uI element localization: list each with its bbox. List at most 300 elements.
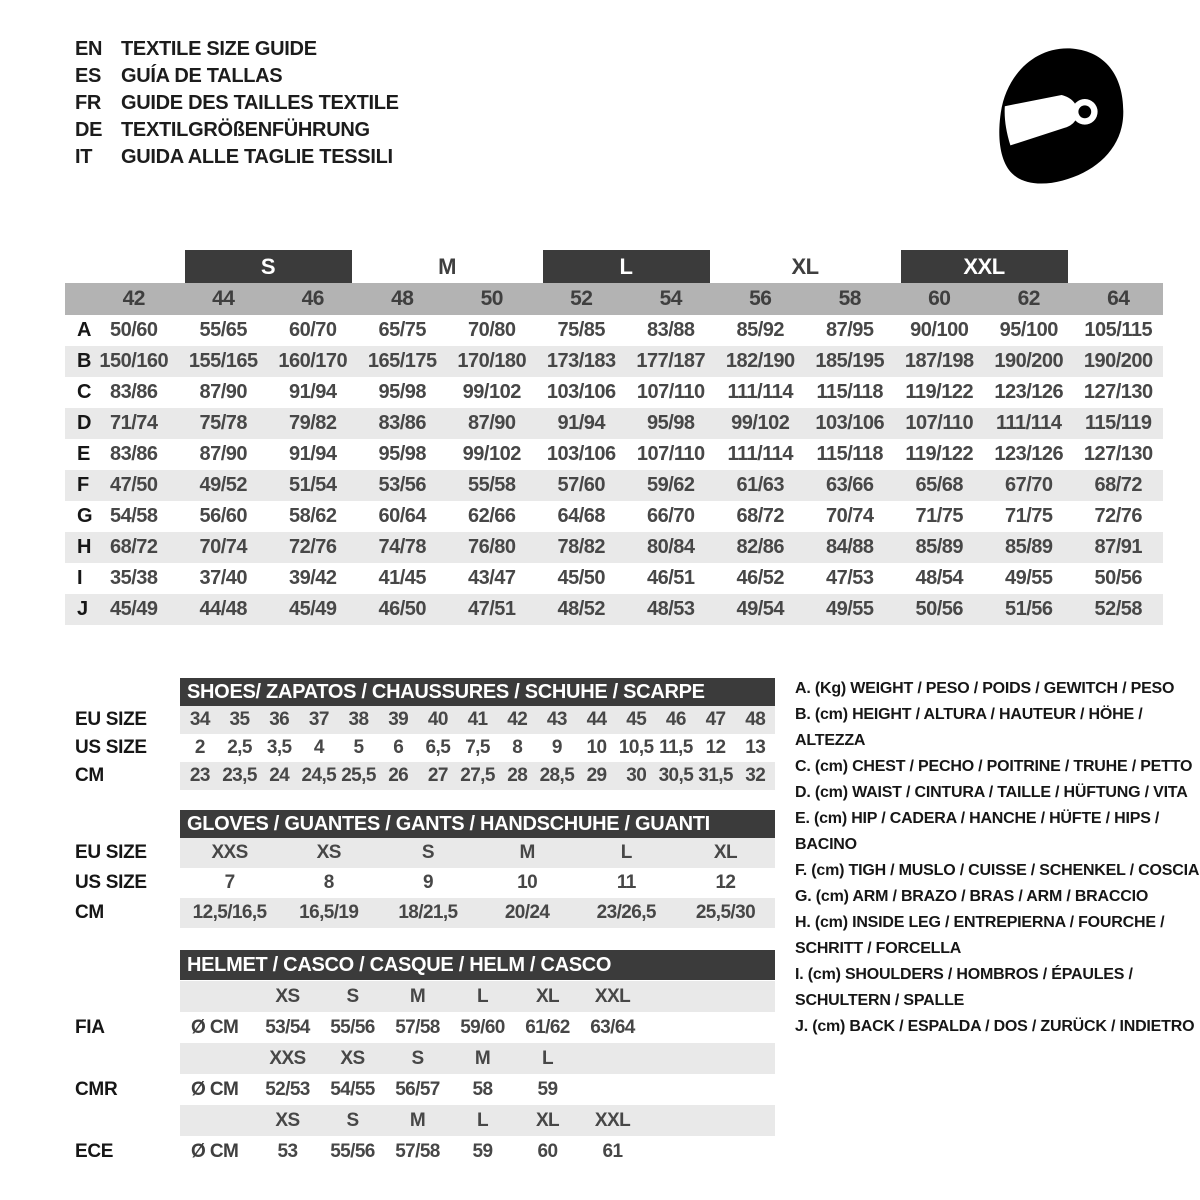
value-cell: 75/85	[557, 319, 606, 341]
size-column-44: 44	[212, 287, 235, 310]
language-row-de	[75, 117, 399, 144]
measure-row-d	[65, 408, 1163, 439]
measure-row-h	[65, 532, 1163, 563]
value-cell: 49/55	[1004, 567, 1053, 589]
values-band	[180, 981, 775, 1012]
legend-item-a: A. (Kg) WEIGHT / PESO / POIDS / GEWITCH / PESO	[795, 680, 1175, 697]
language-code: ES	[75, 65, 102, 87]
value-cell: 45	[626, 709, 647, 730]
language-code: EN	[75, 38, 103, 60]
value-cell: 59	[472, 1140, 493, 1162]
value-cell: 6	[393, 737, 404, 758]
racing-helmet-icon-svg	[980, 36, 1140, 202]
value-cell: 9	[551, 737, 562, 758]
value-cell: 61/62	[525, 1016, 570, 1038]
values-band	[180, 838, 775, 868]
value-cell: 43/47	[467, 567, 516, 589]
value-cell: 182/190	[725, 350, 795, 372]
size-row-eu-size	[75, 706, 775, 734]
value-cell: 52/53	[265, 1078, 310, 1100]
value-cell: 65/68	[915, 474, 964, 496]
value-cell: 82/86	[736, 536, 785, 558]
value-cell: 20/24	[504, 902, 550, 923]
size-group-xxl: XXL	[901, 250, 1068, 283]
standard-label: ECE	[75, 1140, 114, 1162]
value-cell: 50/56	[915, 598, 964, 620]
row-label: C	[77, 381, 91, 403]
value-cell: 10	[517, 872, 538, 893]
value-cell: 44/48	[199, 598, 248, 620]
value-cell: 65/75	[378, 319, 427, 341]
value-cell: 47/51	[467, 598, 516, 620]
value-cell: 40	[427, 709, 448, 730]
language-title: TEXTILE SIZE GUIDE	[121, 38, 317, 60]
value-cell: 103/106	[815, 412, 885, 434]
legend-item-c: C. (cm) CHEST / PECHO / POITRINE / TRUHE / PETTO	[795, 758, 1193, 775]
value-cell: 87/95	[825, 319, 874, 341]
row-label: F	[77, 474, 89, 496]
legend-item-h: H. (cm) INSIDE LEG / ENTREPIERNA / FOURCHE / SCHRITT / FORCELLA	[795, 914, 1165, 957]
value-cell: 119/122	[905, 381, 974, 403]
value-cell: 71/75	[1004, 505, 1053, 527]
size-column-52: 52	[570, 287, 593, 310]
measure-row-a	[65, 315, 1163, 346]
value-cell: 190/200	[994, 350, 1064, 372]
size-header-row	[65, 283, 1163, 315]
value-cell: 165/175	[367, 350, 437, 372]
value-cell: 91/94	[288, 443, 337, 465]
value-cell: 51/54	[288, 474, 337, 496]
value-cell: 67/70	[1004, 474, 1053, 496]
value-cell: L	[476, 1109, 488, 1131]
size-group-m: M	[438, 253, 456, 279]
row-label: G	[77, 505, 93, 527]
language-row-es	[75, 63, 399, 90]
helmet-table-title: HELMET / CASCO / CASQUE / HELM / CASCO	[180, 950, 775, 980]
size-column-46: 46	[301, 287, 324, 310]
value-cell: XXS	[211, 842, 248, 863]
value-cell: 48/54	[915, 567, 964, 589]
value-cell: XS	[340, 1047, 365, 1069]
row-label: US SIZE	[75, 737, 147, 758]
value-cell: M	[519, 842, 535, 863]
language-title: TEXTILGRÖßENFÜHRUNG	[121, 119, 370, 141]
measure-row-j	[65, 594, 1163, 625]
value-cell: 60/64	[378, 505, 427, 527]
value-cell: 24	[269, 765, 290, 786]
language-row-it	[75, 144, 399, 171]
value-cell: 84/88	[825, 536, 874, 558]
value-cell: 10,5	[618, 737, 654, 758]
value-cell: 62/66	[467, 505, 516, 527]
value-cell: 51/56	[1004, 598, 1053, 620]
value-cell: 49/52	[199, 474, 248, 496]
value-cell: 26	[388, 765, 409, 786]
diameter-cm-label	[180, 1105, 255, 1136]
value-cell: 91/94	[288, 381, 337, 403]
legend-item-d: D. (cm) WAIST / CINTURA / TAILLE / HÜFTUNG / VITA	[795, 784, 1188, 801]
value-cell: XL	[713, 842, 737, 863]
value-cell: 46	[665, 709, 686, 730]
gloves-table-title: GLOVES / GUANTES / GANTS / HANDSCHUHE / GUANTI	[180, 810, 775, 838]
value-cell: 48	[745, 709, 766, 730]
gloves-table	[75, 838, 775, 928]
value-cell: 99/102	[462, 381, 521, 403]
value-cell: 37/40	[199, 567, 248, 589]
legend-item-j: J. (cm) BACK / ESPALDA / DOS / ZURÜCK / INDIETRO	[795, 1018, 1195, 1035]
value-cell: 63/66	[825, 474, 874, 496]
value-cell: 95/100	[999, 319, 1058, 341]
value-cell: 58/62	[288, 505, 337, 527]
value-cell: 72/76	[1094, 505, 1143, 527]
row-label: CM	[75, 902, 104, 923]
diameter-cm-label: Ø CM	[191, 1140, 239, 1162]
band-filler	[645, 1043, 775, 1074]
value-cell: 95/98	[378, 443, 427, 465]
value-cell: 83/88	[646, 319, 695, 341]
value-cell: 177/187	[636, 350, 706, 372]
size-column-56: 56	[749, 287, 772, 310]
language-title-list	[75, 36, 399, 171]
measurement-legend	[795, 676, 1200, 1040]
value-cell: 103/106	[546, 443, 616, 465]
value-cell: 37	[308, 709, 329, 730]
value-cell: 42	[507, 709, 528, 730]
legend-item-e: E. (cm) HIP / CADERA / HANCHE / HÜFTE / HIPS / BACINO	[795, 810, 1160, 853]
value-cell: 8	[323, 872, 334, 893]
row-label: D	[77, 412, 91, 434]
values-band	[180, 1074, 775, 1105]
value-cell: 55/58	[467, 474, 516, 496]
standard-label: FIA	[75, 1016, 105, 1038]
size-row-eu-size	[75, 838, 775, 868]
value-cell: 103/106	[546, 381, 616, 403]
value-cell: 72/76	[288, 536, 337, 558]
value-cell: 107/110	[636, 381, 705, 403]
value-cell: M	[409, 985, 426, 1007]
language-code: FR	[75, 92, 102, 114]
value-cell: 78/82	[557, 536, 606, 558]
size-group-s: S	[185, 250, 352, 283]
value-cell: 85/92	[736, 319, 785, 341]
value-cell: 46/51	[646, 567, 695, 589]
band-filler	[645, 1074, 775, 1105]
row-label: US SIZE	[75, 872, 147, 893]
value-cell: 9	[422, 872, 433, 893]
legend-item-f: F. (cm) TIGH / MUSLO / CUISSE / SCHENKEL / COSCIA	[795, 862, 1200, 879]
band-filler	[645, 981, 775, 1012]
value-cell: 30	[626, 765, 647, 786]
value-cell: S	[346, 1109, 359, 1131]
value-cell: 60	[537, 1140, 558, 1162]
size-column-60: 60	[928, 287, 951, 310]
values-band	[180, 898, 775, 928]
value-cell: 11	[616, 872, 636, 893]
value-cell: 55/56	[330, 1016, 375, 1038]
value-cell: 56/57	[395, 1078, 440, 1100]
shoes-table	[75, 706, 775, 790]
row-label: A	[77, 319, 91, 341]
value-cell: 85/89	[915, 536, 964, 558]
value-cell: 87/91	[1094, 536, 1143, 558]
standard-label	[75, 1105, 180, 1136]
band-filler	[645, 1136, 775, 1167]
size-column-62: 62	[1017, 287, 1040, 310]
value-cell: XXL	[594, 1109, 631, 1131]
value-cell: 123/126	[994, 443, 1064, 465]
value-cell: 66/70	[646, 505, 695, 527]
value-cell: 45/49	[288, 598, 337, 620]
value-cell: 31,5	[698, 765, 733, 786]
value-cell: 99/102	[731, 412, 790, 434]
language-row-en	[75, 36, 399, 63]
value-cell	[580, 1074, 645, 1105]
values-band	[180, 734, 775, 762]
value-cell: 150/160	[99, 350, 169, 372]
value-cell: 68/72	[1094, 474, 1143, 496]
value-cell: 12,5/16,5	[192, 902, 267, 923]
value-cell: 55/56	[330, 1140, 375, 1162]
values-band	[180, 1105, 775, 1136]
value-cell: 68/72	[109, 536, 158, 558]
value-cell: 187/198	[904, 350, 974, 372]
value-cell: 115/119	[1084, 412, 1152, 434]
value-cell: 123/126	[994, 381, 1064, 403]
value-cell: 79/82	[288, 412, 337, 434]
size-column-42: 42	[122, 287, 145, 310]
size-column-50: 50	[480, 287, 503, 310]
band-filler	[645, 1012, 775, 1043]
value-cell: 190/200	[1083, 350, 1153, 372]
value-cell: 53/56	[378, 474, 427, 496]
value-cell: 61/63	[736, 474, 785, 496]
size-group-l: L	[543, 250, 710, 283]
value-cell: 61	[602, 1140, 623, 1162]
value-cell: 185/195	[815, 350, 885, 372]
value-cell: 155/165	[188, 350, 258, 372]
value-cell: 74/78	[378, 536, 427, 558]
value-cell: 18/21,5	[398, 902, 458, 923]
value-cell: 64/68	[557, 505, 606, 527]
value-cell: 47	[705, 709, 726, 730]
value-cell: 87/90	[199, 443, 248, 465]
value-cell: 83/86	[109, 443, 158, 465]
value-cell: 56/60	[199, 505, 248, 527]
value-cell: 57/60	[557, 474, 606, 496]
value-cell: 87/90	[199, 381, 248, 403]
row-label: B	[77, 350, 91, 372]
diameter-cm-label	[180, 981, 255, 1012]
value-cell: 32	[745, 765, 766, 786]
value-cell: 71/75	[915, 505, 964, 527]
standard-label	[75, 1043, 180, 1074]
value-cell: 27	[427, 765, 448, 786]
value-cell: S	[411, 1047, 424, 1069]
band-filler	[645, 1105, 775, 1136]
value-cell: 25,5	[341, 765, 376, 786]
value-cell: XS	[275, 985, 300, 1007]
language-code: IT	[75, 146, 93, 168]
value-cell: 41/45	[378, 567, 427, 589]
value-cell	[580, 1043, 645, 1074]
value-cell: 12	[705, 737, 726, 758]
value-cell: XXS	[269, 1047, 306, 1069]
value-cell: 173/183	[546, 350, 616, 372]
value-cell: 2	[194, 737, 205, 758]
standard-row-cmr	[75, 1074, 775, 1105]
size-row-us-size	[75, 734, 775, 762]
value-cell: 111/114	[996, 412, 1062, 434]
value-cell: 47/53	[825, 567, 874, 589]
value-cell: XS	[316, 842, 341, 863]
language-row-fr	[75, 90, 399, 117]
value-cell: 3,5	[266, 737, 292, 758]
value-cell: 85/89	[1004, 536, 1053, 558]
row-label: EU SIZE	[75, 842, 147, 863]
legend-item-i: I. (cm) SHOULDERS / HOMBROS / ÉPAULES / SCHULTERN / SPALLE	[795, 966, 1133, 1009]
size-row-cm	[75, 898, 775, 928]
value-cell: 46/50	[378, 598, 427, 620]
value-cell: 54/58	[109, 505, 158, 527]
value-cell: 59/60	[460, 1016, 505, 1038]
value-cell: 27,5	[460, 765, 495, 786]
value-cell: 28	[507, 765, 528, 786]
value-cell: 57/58	[395, 1140, 440, 1162]
size-header-row	[75, 1105, 775, 1136]
value-cell: 7	[224, 872, 235, 893]
value-cell: S	[421, 842, 434, 863]
value-cell: 12	[715, 872, 736, 893]
value-cell: 105/115	[1084, 319, 1153, 341]
measure-row-b	[65, 346, 1163, 377]
value-cell: XL	[535, 985, 560, 1007]
value-cell: 39	[388, 709, 409, 730]
size-header-row	[75, 1043, 775, 1074]
value-cell: 23,5	[222, 765, 257, 786]
value-cell: 60/70	[288, 319, 337, 341]
value-cell: XL	[535, 1109, 560, 1131]
value-cell: 160/170	[278, 350, 348, 372]
value-cell: 49/54	[736, 598, 785, 620]
value-cell: 55/65	[199, 319, 248, 341]
size-column-54: 54	[659, 287, 682, 310]
main-size-table	[65, 250, 1163, 625]
value-cell: 71/74	[109, 412, 158, 434]
value-cell: 63/64	[590, 1016, 635, 1038]
value-cell: 115/118	[816, 381, 884, 403]
value-cell: 6,5	[425, 737, 451, 758]
value-cell: M	[474, 1047, 491, 1069]
row-label: I	[77, 567, 83, 589]
value-cell: 35	[229, 709, 250, 730]
measure-row-c	[65, 377, 1163, 408]
value-cell: L	[476, 985, 488, 1007]
value-cell: 70/74	[825, 505, 874, 527]
racing-helmet-icon	[980, 36, 1140, 202]
value-cell: 50/60	[109, 319, 158, 341]
language-title: GUÍA DE TALLAS	[121, 65, 283, 87]
language-title: GUIDE DES TAILLES TEXTILE	[121, 92, 399, 114]
measure-row-i	[65, 563, 1163, 594]
values-band	[180, 868, 775, 898]
value-cell: 54/55	[330, 1078, 375, 1100]
measure-row-f	[65, 470, 1163, 501]
value-cell: 49/55	[825, 598, 874, 620]
value-cell: 25,5/30	[695, 902, 756, 923]
value-cell: 70/74	[199, 536, 248, 558]
row-label: EU SIZE	[75, 709, 147, 730]
value-cell: 36	[269, 709, 290, 730]
value-cell: 29	[586, 765, 607, 786]
value-cell: 53/54	[265, 1016, 310, 1038]
value-cell: 127/130	[1083, 381, 1153, 403]
value-cell: XS	[275, 1109, 300, 1131]
value-cell: 47/50	[109, 474, 158, 496]
value-cell: 95/98	[378, 381, 427, 403]
value-cell: 23/26,5	[596, 902, 656, 923]
value-cell: 35/38	[109, 567, 158, 589]
measure-row-e	[65, 439, 1163, 470]
value-cell: 170/180	[457, 350, 527, 372]
size-header-row	[75, 981, 775, 1012]
diameter-cm-label: Ø CM	[191, 1078, 239, 1100]
values-band	[180, 762, 775, 790]
size-column-58: 58	[838, 287, 861, 310]
size-group-xl: XL	[791, 253, 819, 279]
value-cell: 48/53	[646, 598, 695, 620]
value-cell: 59/62	[646, 474, 695, 496]
value-cell: L	[541, 1047, 553, 1069]
diameter-cm-label	[180, 1043, 255, 1074]
standard-row-ece	[75, 1136, 775, 1167]
value-cell: M	[409, 1109, 426, 1131]
value-cell: 30,5	[658, 765, 694, 786]
value-cell: 53	[277, 1140, 298, 1162]
value-cell: 52/58	[1094, 598, 1143, 620]
row-label: J	[77, 598, 88, 620]
value-cell: 2,5	[227, 737, 252, 758]
value-cell: L	[620, 842, 632, 863]
value-cell: 111/114	[727, 381, 793, 403]
standard-label: CMR	[75, 1078, 118, 1100]
value-cell: 4	[313, 737, 324, 758]
value-cell: 39/42	[288, 567, 337, 589]
row-label: CM	[75, 765, 104, 786]
value-cell: 46/52	[736, 567, 785, 589]
value-cell: 45/50	[557, 567, 606, 589]
value-cell: 95/98	[646, 412, 695, 434]
value-cell: 127/130	[1083, 443, 1153, 465]
values-band	[180, 1136, 775, 1167]
row-label: H	[77, 536, 91, 558]
value-cell: 8	[512, 737, 523, 758]
legend-item-b: B. (cm) HEIGHT / ALTURA / HAUTEUR / HÖHE / ALTEZZA	[795, 706, 1143, 749]
value-cell: 83/86	[378, 412, 427, 434]
measure-row-g	[65, 501, 1163, 532]
values-band	[180, 706, 775, 734]
value-cell: 111/114	[727, 443, 793, 465]
value-cell: 59	[537, 1078, 558, 1100]
value-cell: 107/110	[905, 412, 974, 434]
size-row-cm	[75, 762, 775, 790]
value-cell: 80/84	[646, 536, 695, 558]
value-cell: 91/94	[557, 412, 606, 434]
value-cell: 5	[353, 737, 364, 758]
legend-item-g: G. (cm) ARM / BRAZO / BRAS / ARM / BRACCIO	[795, 888, 1149, 905]
size-group-row	[65, 250, 1163, 283]
value-cell: 87/90	[467, 412, 516, 434]
value-cell: 119/122	[905, 443, 974, 465]
